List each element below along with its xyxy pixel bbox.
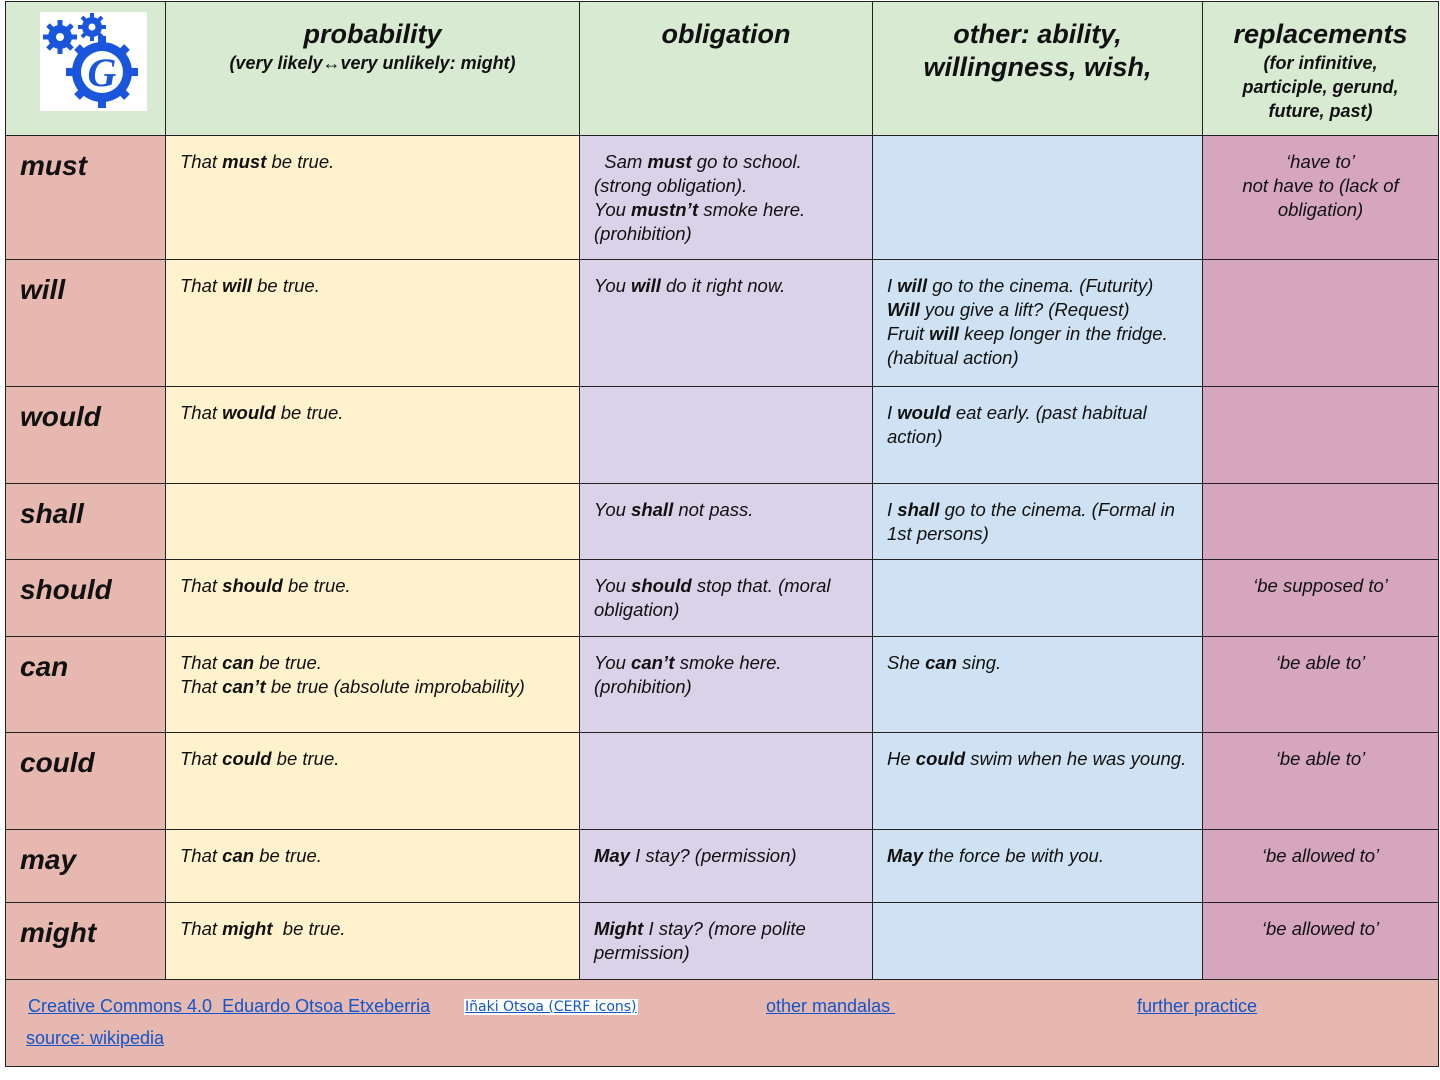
example-text: be true (absolute improbability) xyxy=(265,676,525,697)
header-probability-title: probability xyxy=(303,19,442,49)
modal-emphasis: would xyxy=(897,402,951,423)
cell-probability xyxy=(166,260,580,387)
example-text: That xyxy=(180,748,223,769)
example-text: Fruit xyxy=(887,323,930,344)
modal-emphasis: could xyxy=(915,748,966,769)
example-text: I xyxy=(887,402,898,423)
cell-obligation xyxy=(580,733,873,830)
example-text: eat early. (past habitual action) xyxy=(887,402,1147,447)
modal-label: must xyxy=(6,136,166,260)
modal-label: can xyxy=(6,637,166,733)
obligation-example xyxy=(580,136,872,246)
modal-label: should xyxy=(6,560,166,637)
modal-label: shall xyxy=(6,484,166,560)
example-text: be true. xyxy=(282,575,351,596)
probability-example xyxy=(166,260,579,298)
example-text: be true. xyxy=(266,151,335,172)
modal-emphasis: could xyxy=(222,748,272,769)
example-text: I stay? (more polite permission) xyxy=(594,918,806,963)
example-text: You xyxy=(594,199,632,220)
cell-probability xyxy=(166,637,580,733)
modal-emphasis: can xyxy=(222,652,255,673)
cell-obligation xyxy=(580,484,873,560)
table-row xyxy=(6,830,1439,903)
cell-probability xyxy=(166,560,580,637)
probability-example xyxy=(166,637,579,699)
cell-probability xyxy=(166,136,580,260)
footer xyxy=(6,980,1439,1067)
example-text: be true. xyxy=(251,275,320,296)
modal-emphasis: can xyxy=(925,652,957,673)
modal-emphasis: will xyxy=(929,323,959,344)
example-text: That xyxy=(180,918,223,939)
example-text: You xyxy=(594,652,632,673)
example-text: be true. xyxy=(275,402,344,423)
obligation-example xyxy=(580,560,872,622)
example-text: go to the cinema. (Formal in 1st persons) xyxy=(887,499,1175,544)
cell-other xyxy=(873,830,1203,903)
example-text: do it right now. xyxy=(660,275,786,296)
cell-other xyxy=(873,136,1203,260)
cell-probability xyxy=(166,387,580,484)
header-row xyxy=(6,2,1439,136)
replacement-example xyxy=(1203,903,1438,941)
cell-other xyxy=(873,637,1203,733)
further-practice-link[interactable]: further practice xyxy=(1137,996,1258,1016)
probability-example xyxy=(166,387,579,425)
example-text: You xyxy=(594,575,632,596)
obligation-example xyxy=(580,260,872,298)
example-text: the force be with you. xyxy=(923,845,1104,866)
example-text: You xyxy=(594,499,632,520)
example-text: sing. xyxy=(956,652,1002,673)
table-row xyxy=(6,484,1439,560)
cell-other xyxy=(873,560,1203,637)
obligation-example xyxy=(580,733,872,747)
probability-example xyxy=(166,830,579,868)
cell-replacement xyxy=(1203,484,1439,560)
modal-verbs-table xyxy=(5,1,1439,1067)
other-example xyxy=(873,903,1202,917)
example-text: go to school. (strong obligation). xyxy=(594,151,802,196)
modal-emphasis: May xyxy=(594,845,630,866)
probability-example xyxy=(166,733,579,771)
other-example xyxy=(873,484,1202,546)
icons-credit-link[interactable]: Iñaki Otsoa (CERF icons) xyxy=(465,999,637,1015)
cell-replacement xyxy=(1203,560,1439,637)
replacement-example xyxy=(1203,484,1438,498)
header-other-title: other: ability, willingness, wish, xyxy=(923,19,1152,82)
modal-emphasis: Will xyxy=(887,299,920,320)
cell-obligation xyxy=(580,136,873,260)
cell-other xyxy=(873,733,1203,830)
header-obligation xyxy=(580,2,873,136)
example-text: be true. xyxy=(254,845,322,866)
header-replacements xyxy=(1203,2,1439,136)
other-example xyxy=(873,387,1202,449)
example-text: That xyxy=(180,652,223,673)
gear-logo-icon xyxy=(40,12,147,111)
example-text: That xyxy=(180,275,223,296)
modal-emphasis: will xyxy=(631,275,661,296)
obligation-example xyxy=(580,903,872,965)
example-text: not have to (lack of obligation) xyxy=(1242,175,1399,220)
modal-emphasis: can’t xyxy=(222,676,266,697)
table-row xyxy=(6,136,1439,260)
cell-replacement xyxy=(1203,387,1439,484)
example-text: be true. xyxy=(254,652,322,673)
cell-probability xyxy=(166,484,580,560)
example-text: That xyxy=(180,575,223,596)
header-obligation-title: obligation xyxy=(661,19,791,49)
modal-emphasis: should xyxy=(631,575,692,596)
modal-emphasis: shall xyxy=(897,499,940,520)
example-text: ‘be allowed to’ xyxy=(1261,845,1380,866)
table-row xyxy=(6,903,1439,980)
header-probability-subtitle: (very likely↔very unlikely: might) xyxy=(229,53,516,73)
table-row xyxy=(6,560,1439,637)
example-text: That xyxy=(180,676,223,697)
cell-replacement xyxy=(1203,260,1439,387)
logo-cell xyxy=(6,2,166,136)
replacement-example xyxy=(1203,830,1438,868)
cell-replacement xyxy=(1203,637,1439,733)
example-text: keep longer in the fridge. (habitual action) xyxy=(887,323,1168,368)
example-text: stop that. (moral obligation) xyxy=(594,575,831,620)
example-text: ‘have to’ xyxy=(1286,151,1355,172)
modal-emphasis: might xyxy=(222,918,273,939)
other-mandalas-link[interactable]: other mandalas xyxy=(766,996,896,1016)
header-other xyxy=(873,2,1203,136)
example-text: That xyxy=(180,151,223,172)
table-row xyxy=(6,637,1439,733)
cell-replacement xyxy=(1203,830,1439,903)
example-text: you give a lift? (Request) xyxy=(919,299,1130,320)
example-text: ‘be able to’ xyxy=(1275,652,1366,673)
table-row xyxy=(6,260,1439,387)
obligation-example xyxy=(580,637,872,699)
modal-emphasis: should xyxy=(222,575,283,596)
modal-emphasis: Might xyxy=(594,918,644,939)
example-text: You xyxy=(594,275,632,296)
other-example xyxy=(873,136,1202,150)
example-text: smoke here. (prohibition) xyxy=(594,199,806,244)
footer-row xyxy=(6,980,1439,1067)
modal-label: may xyxy=(6,830,166,903)
license-link[interactable]: Creative Commons 4.0 Eduardo Otsoa Etxeberria xyxy=(28,996,431,1016)
cell-obligation xyxy=(580,637,873,733)
example-text: swim when he was young. xyxy=(965,748,1187,769)
cell-replacement xyxy=(1203,136,1439,260)
example-text: That xyxy=(180,845,223,866)
other-example xyxy=(873,560,1202,574)
replacement-example xyxy=(1203,560,1438,598)
example-text: She xyxy=(887,652,926,673)
example-text: That xyxy=(180,402,223,423)
modal-label: could xyxy=(6,733,166,830)
replacement-example xyxy=(1203,136,1438,222)
cell-obligation xyxy=(580,560,873,637)
cell-replacement xyxy=(1203,733,1439,830)
cell-replacement xyxy=(1203,903,1439,980)
example-text: go to the cinema. (Futurity) xyxy=(927,275,1154,296)
probability-example xyxy=(166,136,579,174)
header-probability xyxy=(166,2,580,136)
modal-emphasis: can’t xyxy=(631,652,675,673)
modal-emphasis: mustn’t xyxy=(631,199,699,220)
header-replacements-subtitle: (for infinitive, participle, gerund, future, past) xyxy=(1242,53,1399,121)
obligation-example xyxy=(580,484,872,522)
modal-emphasis: can xyxy=(222,845,255,866)
probability-example xyxy=(166,484,579,498)
svg-text:G: G xyxy=(87,50,117,95)
modal-emphasis: will xyxy=(897,275,928,296)
other-example xyxy=(873,733,1202,771)
other-example xyxy=(873,830,1202,868)
other-example xyxy=(873,260,1202,370)
replacement-example xyxy=(1203,260,1438,274)
table-row xyxy=(6,387,1439,484)
example-text: ‘be allowed to’ xyxy=(1261,918,1380,939)
example-text: ‘be supposed to’ xyxy=(1253,575,1388,596)
example-text: I xyxy=(887,499,898,520)
cell-obligation xyxy=(580,903,873,980)
cell-probability xyxy=(166,903,580,980)
cell-other xyxy=(873,387,1203,484)
probability-example xyxy=(166,560,579,598)
source-link[interactable]: source: wikipedia xyxy=(26,1028,165,1048)
probability-example xyxy=(166,903,579,941)
cell-obligation xyxy=(580,830,873,903)
modal-emphasis: must xyxy=(222,151,267,172)
cell-obligation xyxy=(580,387,873,484)
cell-other xyxy=(873,484,1203,560)
modal-label: would xyxy=(6,387,166,484)
cell-obligation xyxy=(580,260,873,387)
modal-label: might xyxy=(6,903,166,980)
header-replacements-title: replacements xyxy=(1233,19,1408,49)
replacement-example xyxy=(1203,637,1438,675)
modal-emphasis: May xyxy=(887,845,923,866)
obligation-example xyxy=(580,387,872,401)
example-text: be true. xyxy=(272,918,346,939)
example-text: I stay? (permission) xyxy=(630,845,797,866)
example-text: ‘be able to’ xyxy=(1275,748,1366,769)
modal-emphasis: would xyxy=(222,402,276,423)
cell-probability xyxy=(166,830,580,903)
modal-emphasis: shall xyxy=(631,499,674,520)
replacement-example xyxy=(1203,387,1438,401)
cell-probability xyxy=(166,733,580,830)
replacement-example xyxy=(1203,733,1438,771)
example-text: He xyxy=(887,748,916,769)
example-text: not pass. xyxy=(673,499,754,520)
obligation-example xyxy=(580,830,872,868)
modal-label: will xyxy=(6,260,166,387)
example-text: I xyxy=(887,275,898,296)
example-text: smoke here. (prohibition) xyxy=(594,652,782,697)
modal-emphasis: will xyxy=(222,275,252,296)
table-row xyxy=(6,733,1439,830)
cell-other xyxy=(873,903,1203,980)
cell-other xyxy=(873,260,1203,387)
example-text: be true. xyxy=(271,748,340,769)
modal-emphasis: must xyxy=(647,151,692,172)
example-text: Sam xyxy=(594,151,648,172)
other-example xyxy=(873,637,1202,675)
